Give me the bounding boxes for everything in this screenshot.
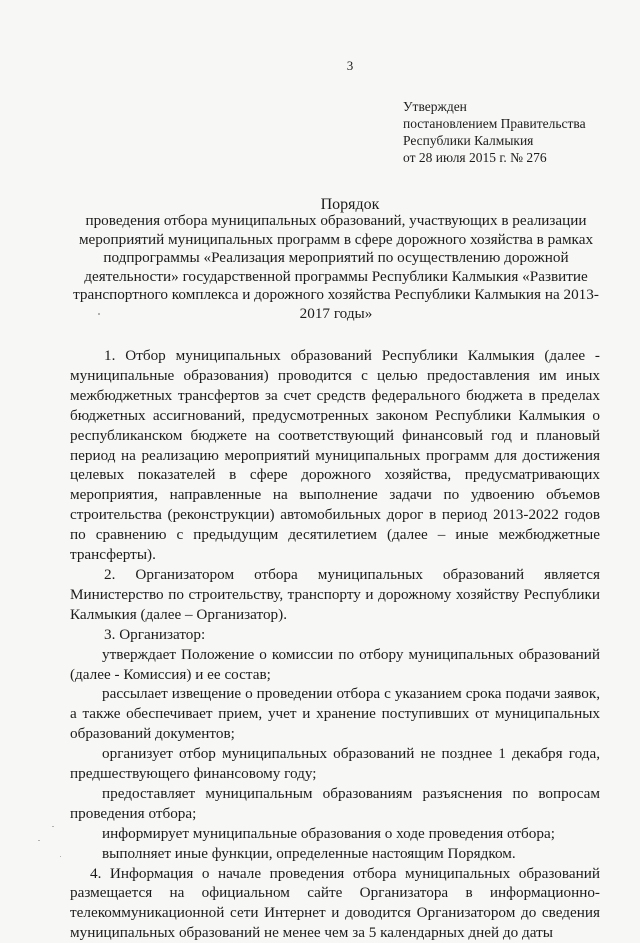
list-item: утверждает Положение о комиссии по отбору муниципальных образований (далее - Комиссия) и ее состав; (70, 645, 600, 683)
scan-speck (60, 856, 61, 857)
document-subtitle (60, 212, 612, 324)
document-title: Порядок (320, 196, 380, 213)
list-item: предоставляет муниципальным образованиям разъяснения по вопросам проведения отбора; (70, 784, 600, 822)
list-item: организует отбор муниципальных образований не позднее 1 декабря года, предшествующего финансовому году; (70, 745, 600, 783)
subtitle-line: мероприятий муниципальных программ в сфере дорожного хозяйства в рамках (78, 230, 594, 248)
page-number: 3 (346, 58, 354, 73)
approval-line: постановлением Правительства (403, 116, 586, 131)
subtitle-line: подпрограммы «Реализация мероприятий по осуществлению дорожной (103, 249, 569, 267)
list-item: рассылает извещение о проведении отбора с указанием срока подачи заявок, а также обеспечивает прием, учет и хранение поступивших от муниципальных образований документов; (70, 685, 600, 743)
subtitle-line: деятельности» государственной программы Республики Калмыкия «Развитие (84, 267, 588, 285)
approval-line: Утвержден (403, 99, 467, 114)
paragraph-4: 4. Информация о начале проведения отбора муниципальных образований размещается на официальном сайте Организатора в информационно-телекоммуникационной сети Интернет и доводится Организатором до сведения муниципальных образований не менее чем за 5 календарных дней до даты (70, 864, 600, 942)
scan-speck (98, 313, 100, 315)
subtitle-line: проведения отбора муниципальных образований, участвующих в реализации (85, 212, 587, 229)
paragraph-1: 1. Отбор муниципальных образований Республики Калмыкия (далее - муниципальные образования) проводится с целью предоставления им иных межбюджетных трансфертов за счет средств федерального бюджета в пределах бюджетных ассигнований, предусмотренных законом Республики Калмыкия о республиканском бюджете на соответствующий финансовый год и плановый период на реализацию мероприятий муниципальных программ для достижения целевых показателей в сфере дорожного хозяйства, предусматривающих мероприятия, направленные на выполнение задачи по удвоению объемов строительства (реконструкции) автомобильных дорог в период 2013-2022 годов по сравнению с предыдущим десятилетием (далее – иные межбюджетные трансферты). (70, 347, 600, 564)
scan-speck (38, 840, 40, 841)
paragraph-3: 3. Организатор: (104, 625, 206, 643)
list-item: информирует муниципальные образования о ходе проведения отбора; (102, 824, 555, 842)
paragraph-2: 2. Организатором отбора муниципальных образований является Министерство по строительству, транспорту и дорожному хозяйству Республики Калмыкия (далее – Организатор). (70, 565, 600, 623)
scan-speck (52, 826, 54, 827)
subtitle-line: транспортного комплекса и дорожного хозяйства Республики Калмыкия на 2013- (73, 286, 599, 304)
approval-line: от 28 июля 2015 г. № 276 (403, 150, 547, 165)
subtitle-line: 2017 годы» (299, 304, 373, 322)
list-item: выполняет иные функции, определенные настоящим Порядком. (102, 844, 516, 862)
document-body (70, 346, 600, 943)
approval-line: Республики Калмыкия (403, 133, 534, 148)
approval-stamp (403, 98, 586, 166)
